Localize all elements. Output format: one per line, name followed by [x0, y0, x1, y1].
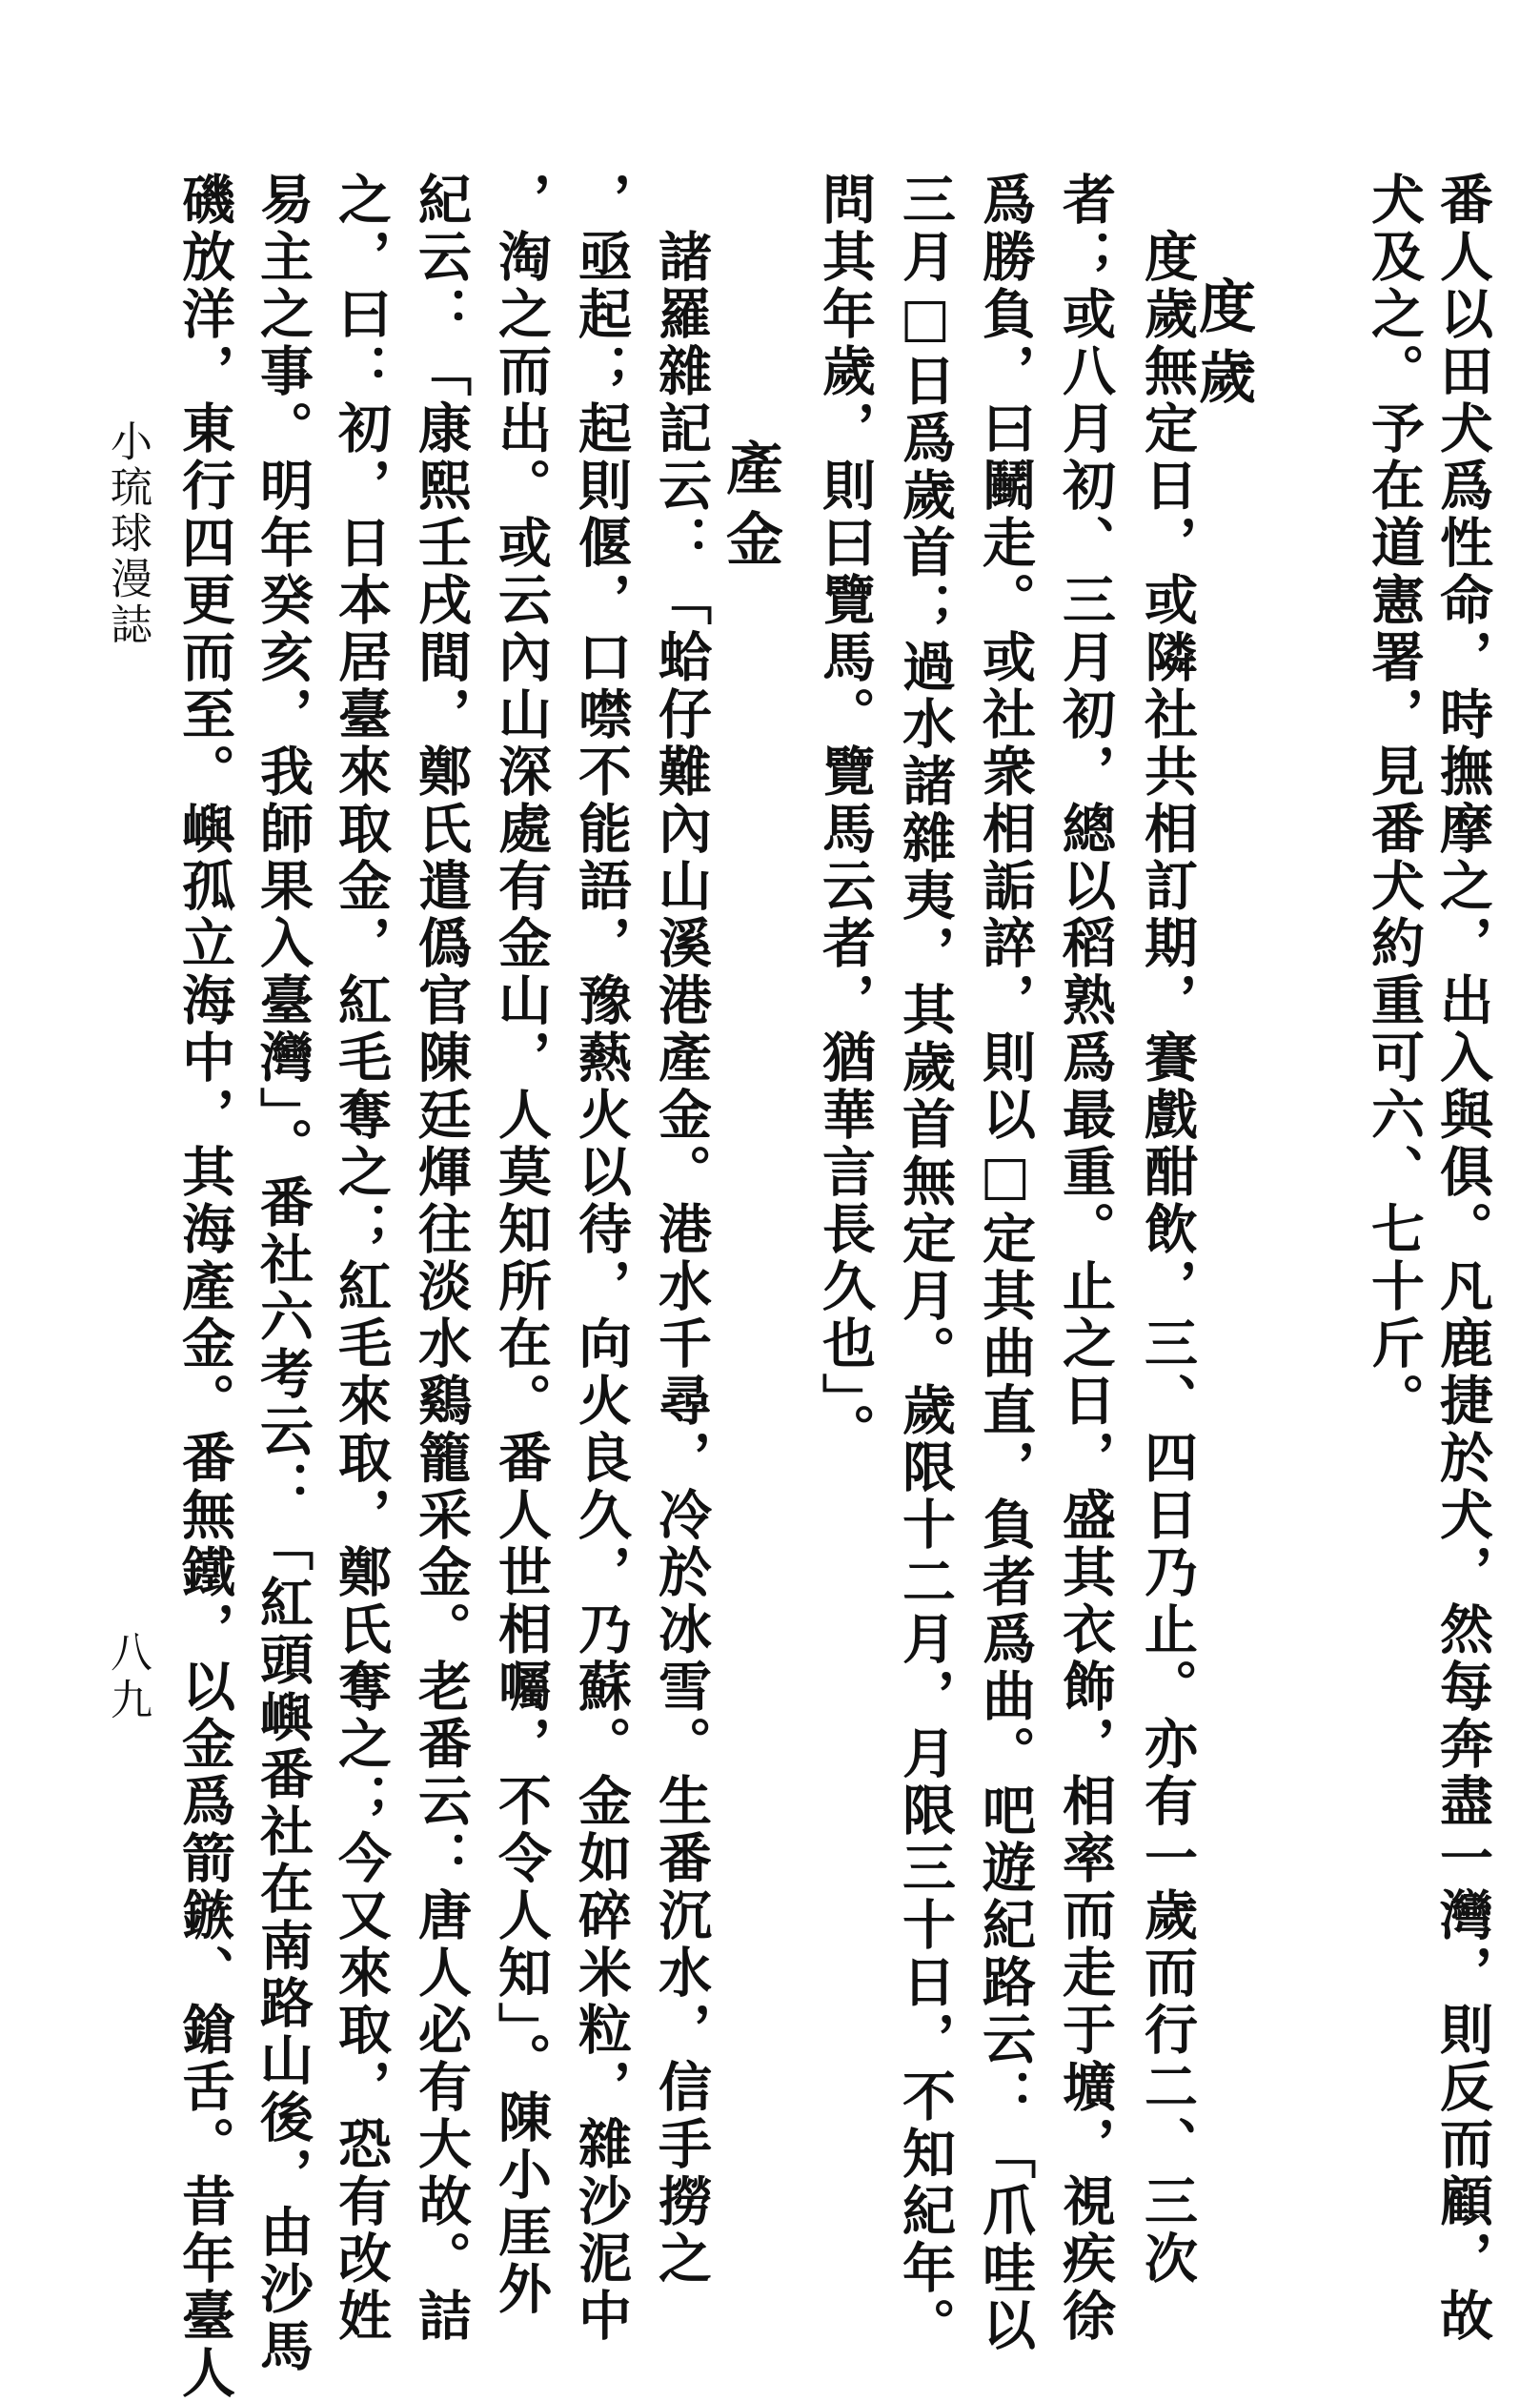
text-column-11: 紀云：「康熙壬戌間，鄭氏遣僞官陳廷煇往淡水鷄籠采金。老番云：唐人必有大故。詰 [410, 172, 473, 2345]
text-column-10: ，淘之而出。或云內山深處有金山，人莫知所在。番人世相囑，不令人知」。陳小厓外 [490, 172, 553, 2318]
text-column-2: 犬及之。予在道憲署，見番犬約重可六、七十斤。 [1363, 172, 1426, 1430]
text-column-3: 度歲無定日，或隣社共相訂期，賽戲酣飲，三、四日乃止。亦有一歲而行二、三次 [1136, 229, 1199, 2288]
text-column-6: 三月□日爲歲首；過水諸雜夷，其歲首無定月。歲限十二月，月限三十日，不知紀年。 [894, 172, 957, 2354]
text-column-9: ，亟起；起則偃，口噤不能語，豫爇火以待，向火良久，乃蘇。金如碎米粒，雜沙泥中 [570, 172, 633, 2345]
page-number: 八九 [103, 1630, 152, 1725]
text-column-1: 番人以田犬爲性命，時撫摩之，出入與俱。凡鹿捷於犬，然每奔盡一灣，則反而顧，故 [1431, 172, 1494, 2345]
text-column-14: 磯放洋，東行四更而至。嶼孤立海中，其海產金。番無鐵，以金爲箭鏃、鎗舌。昔年臺人 [173, 172, 236, 2402]
text-column-8: 諸羅雜記云：「蛤仔難內山溪港產金。港水千尋，冷於冰雪。生番沉水，信手撈之 [650, 229, 713, 2288]
text-column-12: 之，曰：初，日本居臺來取金，紅毛奪之；紅毛來取，鄭氏奪之；今又來取，恐有改姓 [330, 172, 393, 2345]
section-heading-chan-jin: 產金 [717, 438, 783, 580]
text-column-4: 者；或八月初、三月初，總以稻熟爲最重。止之日，盛其衣飾，相率而走于壙，視疾徐 [1054, 172, 1117, 2345]
text-column-7: 問其年歲，則曰覽馬。覽馬云者，猶華言長久也」。 [814, 172, 877, 1460]
text-column-13: 易主之事。明年癸亥，我師果入臺灣」。番社六考云：「紅頭嶼番社在南路山後，由沙馬 [252, 172, 314, 2375]
running-title: 小琉球漫誌 [103, 419, 152, 648]
section-heading-du-sui: 度歲 [1189, 276, 1256, 417]
text-column-5: 爲勝負，曰鬭走。或社衆相詬誶，則以□定其曲直，負者爲曲。吧遊紀路云：「爪哇以 [974, 172, 1037, 2354]
